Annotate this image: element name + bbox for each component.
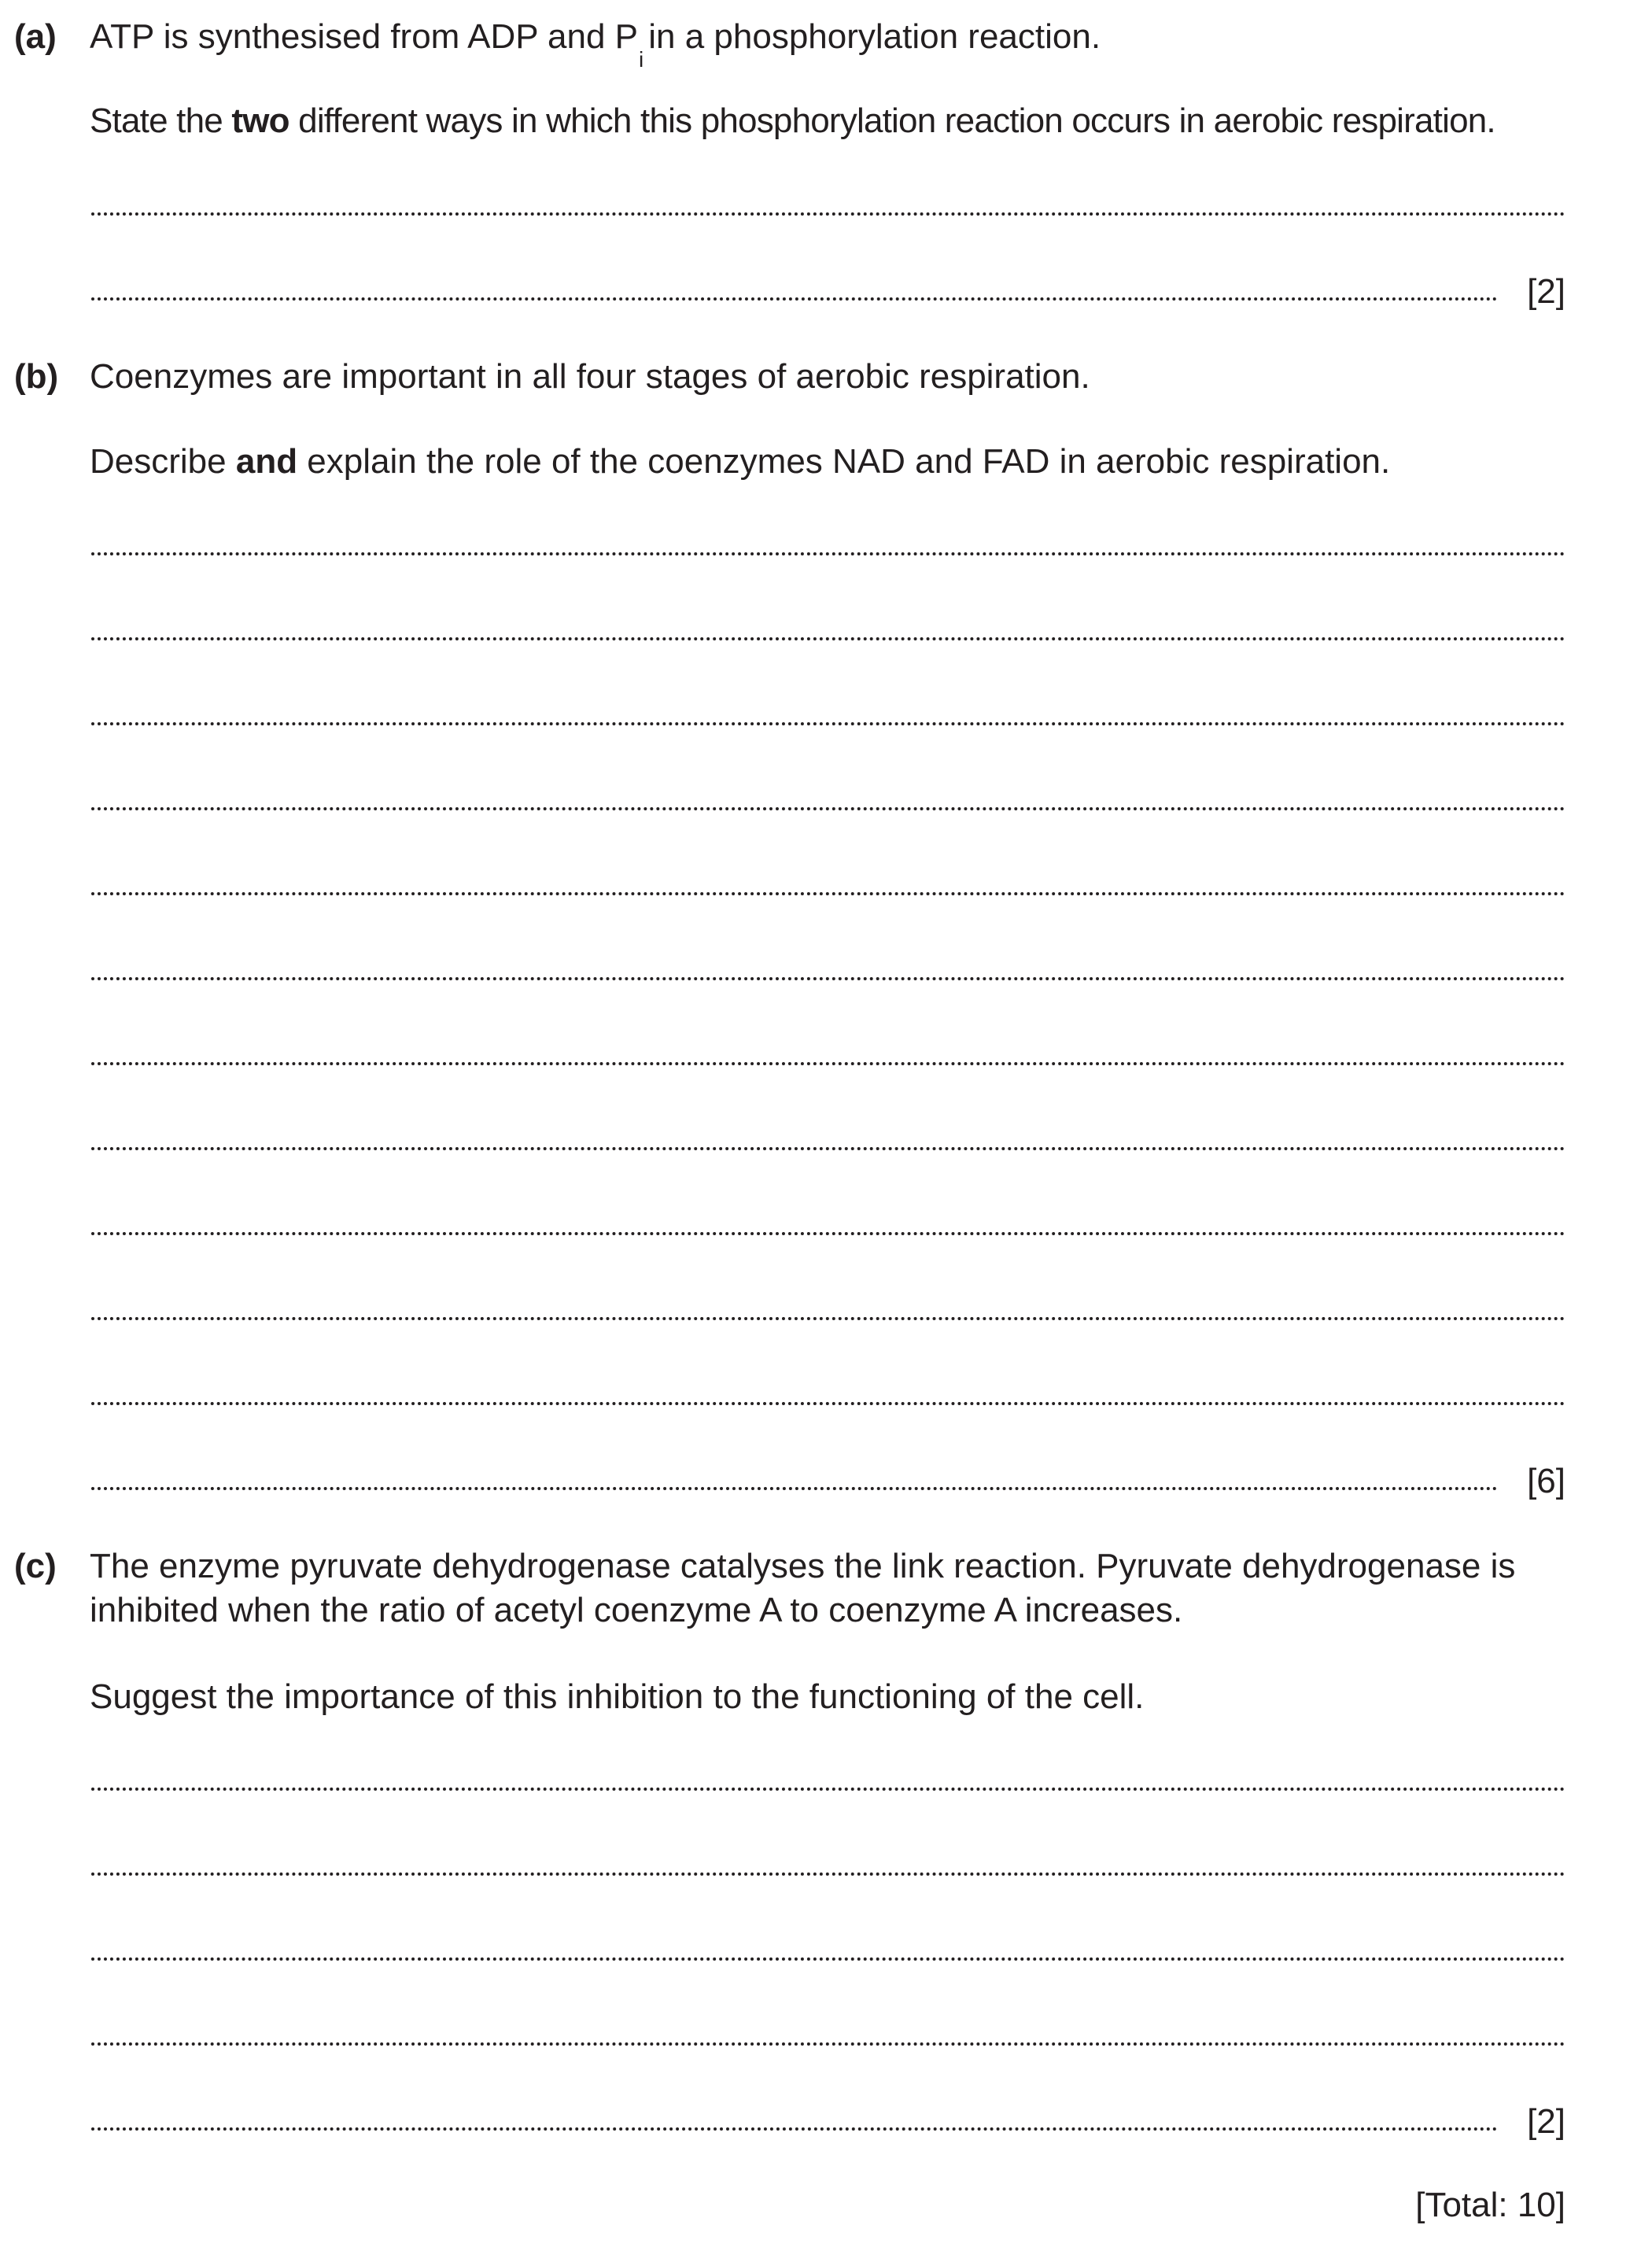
question-label-a: (a) xyxy=(14,17,57,56)
marks-a: [2] xyxy=(1527,272,1565,311)
question-a-prompt-bold: two xyxy=(231,101,289,140)
answer-line-b-4[interactable] xyxy=(91,807,1565,810)
answer-line-c-4[interactable] xyxy=(91,2042,1565,2046)
answer-line-b-6[interactable] xyxy=(91,977,1565,980)
answer-line-b-5[interactable] xyxy=(91,892,1565,895)
answer-line-b-10[interactable] xyxy=(91,1317,1565,1320)
question-b-prompt-end: explain the role of the coenzymes NAD and FAD in aerobic respiration. xyxy=(297,442,1391,481)
marks-b: [6] xyxy=(1527,1462,1565,1500)
question-c-intro-line1: The enzyme pyruvate dehydrogenase catalyses the link reaction. Pyruvate dehydrogenase is xyxy=(90,1547,1516,1585)
question-a-intro-text: ATP is synthesised from ADP and P xyxy=(90,17,638,56)
answer-line-b-11[interactable] xyxy=(91,1402,1565,1405)
question-b-prompt-bold: and xyxy=(235,442,298,481)
question-b-intro: Coenzymes are important in all four stages of aerobic respiration. xyxy=(90,357,1090,396)
question-a-prompt-start: State the xyxy=(90,101,232,140)
answer-line-a-2[interactable] xyxy=(91,297,1498,301)
answer-line-b-7[interactable] xyxy=(91,1062,1565,1065)
question-b-prompt xyxy=(90,441,1390,483)
question-b-prompt-start: Describe xyxy=(90,442,236,481)
answer-line-a-1[interactable] xyxy=(91,212,1565,216)
question-a-prompt-end: different ways in which this phosphorylation reaction occurs in aerobic respiration. xyxy=(289,101,1495,140)
answer-line-b-12[interactable] xyxy=(91,1487,1498,1490)
answer-line-c-3[interactable] xyxy=(91,1957,1565,1961)
answer-line-b-1[interactable] xyxy=(91,552,1565,555)
answer-line-c-5[interactable] xyxy=(91,2127,1498,2131)
question-c-intro-line2: inhibited when the ratio of acetyl coenzyme A to coenzyme A increases. xyxy=(90,1591,1183,1629)
question-label-b: (b) xyxy=(14,357,59,396)
question-a-intro-text-end: in a phosphorylation reaction. xyxy=(648,17,1101,56)
subscript-i: i xyxy=(639,46,644,72)
question-label-c: (c) xyxy=(14,1547,57,1585)
question-a-intro xyxy=(90,16,1101,70)
total-marks: [Total: 10] xyxy=(1415,2186,1565,2224)
answer-line-b-3[interactable] xyxy=(91,722,1565,725)
answer-line-b-2[interactable] xyxy=(91,637,1565,640)
question-a-prompt xyxy=(90,100,1495,142)
question-c-prompt: Suggest the importance of this inhibition to the functioning of the cell. xyxy=(90,1677,1145,1716)
answer-line-c-2[interactable] xyxy=(91,1872,1565,1876)
answer-line-b-8[interactable] xyxy=(91,1147,1565,1150)
answer-line-c-1[interactable] xyxy=(91,1788,1565,1791)
marks-c: [2] xyxy=(1527,2102,1565,2141)
answer-line-b-9[interactable] xyxy=(91,1232,1565,1235)
